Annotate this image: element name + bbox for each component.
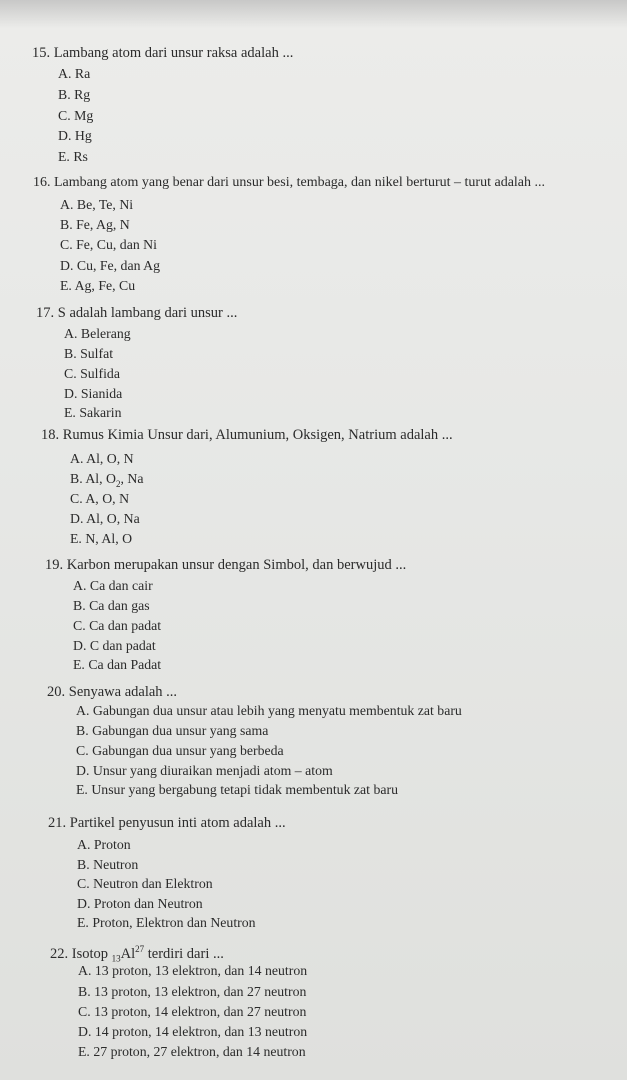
- option-15e: E. Rs: [58, 149, 88, 164]
- option-16d: D. Cu, Fe, dan Ag: [60, 258, 161, 273]
- option-20e: E. Unsur yang bergabung tetapi tidak membentuk zat baru: [76, 782, 398, 797]
- option-17b: B. Sulfat: [64, 346, 114, 361]
- option-15a: A. Ra: [58, 66, 91, 81]
- question-number: 18.: [41, 427, 60, 443]
- question-number: 22.: [50, 945, 69, 962]
- option-19c: C. Ca dan padat: [73, 618, 162, 633]
- question-text-after: terdiri dari ...: [147, 945, 224, 962]
- option-21a: A. Proton: [77, 837, 131, 852]
- option-17a: A. Belerang: [64, 326, 131, 341]
- option-18e: E. N, Al, O: [70, 531, 133, 546]
- question-20: [47, 684, 177, 701]
- option-16b: B. Fe, Ag, N: [60, 217, 130, 232]
- option-17d: D. Sianida: [64, 386, 123, 401]
- question-text: S adalah lambang dari unsur ...: [57, 305, 238, 321]
- option-15b: B. Rg: [58, 87, 91, 102]
- element-symbol: Al: [120, 945, 136, 962]
- question-number: 15.: [32, 45, 51, 61]
- question-number: 21.: [48, 815, 67, 831]
- option-16a: A. Be, Te, Ni: [60, 197, 134, 212]
- option-22b: B. 13 proton, 13 elektron, dan 27 neutron: [78, 984, 307, 999]
- option-15d: D. Hg: [58, 128, 92, 143]
- subscript-2: 2: [116, 478, 121, 489]
- option-15c: C. Mg: [58, 108, 94, 123]
- option-18b: [70, 471, 144, 489]
- question-text: Rumus Kimia Unsur dari, Alumunium, Oksigen, Natrium adalah ...: [62, 427, 453, 443]
- mass-number: 27: [135, 944, 145, 954]
- option-22a: A. 13 proton, 13 elektron, dan 14 neutron: [78, 963, 308, 978]
- question-18: [41, 427, 453, 444]
- page-shadow: [0, 0, 627, 28]
- option-20b: B. Gabungan dua unsur yang sama: [76, 723, 269, 738]
- option-19a: A. Ca dan cair: [73, 578, 153, 593]
- option-22c: C. 13 proton, 14 elektron, dan 27 neutron: [78, 1004, 307, 1019]
- option-19d: D. C dan padat: [73, 638, 156, 653]
- option-21c: C. Neutron dan Elektron: [77, 876, 213, 891]
- question-21: [48, 815, 286, 832]
- option-20a: A. Gabungan dua unsur atau lebih yang menyatu membentuk zat baru: [76, 703, 462, 718]
- option-20d: D. Unsur yang diuraikan menjadi atom – atom: [76, 763, 333, 778]
- question-text: Lambang atom dari unsur raksa adalah ...: [53, 45, 294, 61]
- question-text: Karbon merupakan unsur dengan Simbol, dan berwujud ...: [66, 557, 407, 573]
- option-22e: E. 27 proton, 27 elektron, dan 14 neutron: [78, 1044, 306, 1059]
- option-16c: C. Fe, Cu, dan Ni: [60, 237, 157, 252]
- option-21b: B. Neutron: [77, 857, 139, 872]
- question-15: [32, 45, 293, 62]
- option-18b-main: B. Al, O: [70, 471, 116, 486]
- option-20c: C. Gabungan dua unsur yang berbeda: [76, 743, 284, 758]
- option-17c: C. Sulfida: [64, 366, 120, 381]
- option-17e: E. Sakarin: [64, 405, 122, 420]
- option-16e: E. Ag, Fe, Cu: [60, 278, 136, 293]
- atomic-number: 13: [111, 953, 121, 964]
- question-text: Partikel penyusun inti atom adalah ...: [69, 815, 286, 831]
- question-text: Lambang atom yang benar dari unsur besi, tembaga, dan nikel berturut – turut adalah ...: [54, 175, 546, 190]
- question-number: 17.: [36, 305, 55, 321]
- option-18a: A. Al, O, N: [70, 451, 134, 466]
- option-19b: B. Ca dan gas: [73, 598, 150, 613]
- question-number: 20.: [47, 684, 66, 700]
- question-17: [36, 305, 237, 322]
- question-19: [45, 557, 406, 574]
- option-21d: D. Proton dan Neutron: [77, 896, 203, 911]
- question-number: 19.: [45, 557, 64, 573]
- option-19e: E. Ca dan Padat: [73, 657, 162, 672]
- option-18b-tail: , Na: [120, 471, 144, 486]
- option-18d: D. Al, O, Na: [70, 511, 140, 526]
- option-22d: D. 14 proton, 14 elektron, dan 13 neutron: [78, 1024, 308, 1039]
- question-text-before: Isotop: [71, 945, 108, 962]
- question-number: 16.: [33, 175, 51, 190]
- question-16: [33, 175, 545, 191]
- question-text: Senyawa adalah ...: [68, 684, 178, 700]
- option-18c: C. A, O, N: [70, 491, 130, 506]
- isotope-notation: [112, 944, 145, 964]
- option-21e: E. Proton, Elektron dan Neutron: [77, 915, 256, 930]
- question-22: [50, 944, 224, 964]
